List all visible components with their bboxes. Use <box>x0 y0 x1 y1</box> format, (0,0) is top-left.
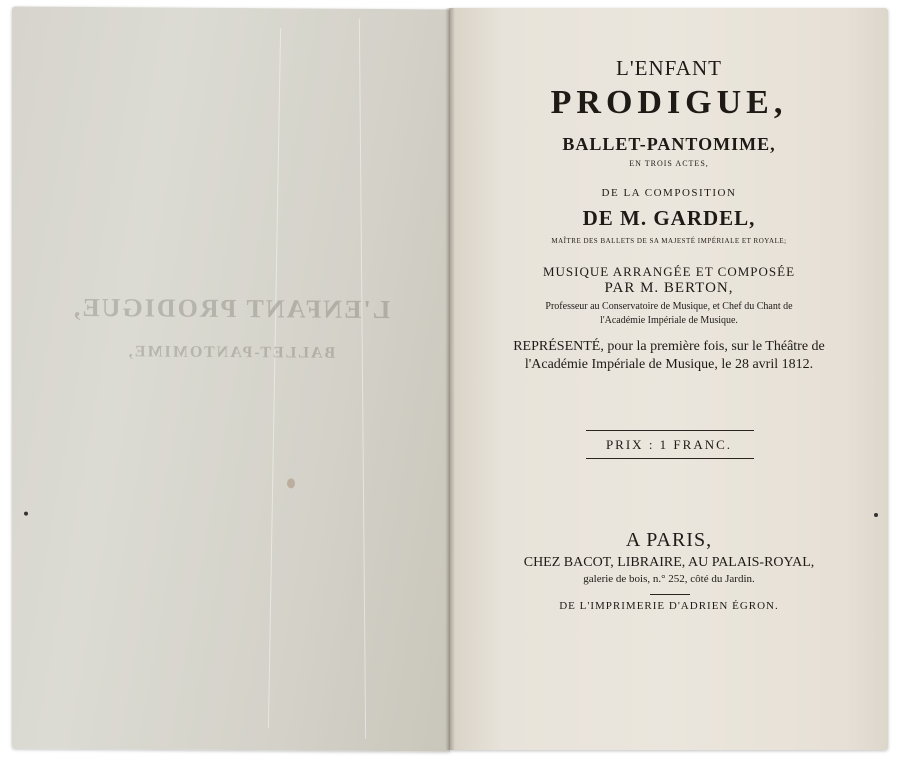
title-line-1: L'ENFANT <box>616 56 722 80</box>
price-rule-top <box>586 430 754 431</box>
price-line: PRIX : 1 FRANC. <box>605 437 733 452</box>
music-line: MUSIQUE ARRANGÉE ET COMPOSÉE <box>542 264 796 279</box>
title-page <box>450 8 888 750</box>
composer-title-line-1: Professeur au Conservatoire de Musique, et Chef du Chant de <box>545 301 793 312</box>
city-line: A PARIS, <box>625 529 713 551</box>
performance-line-2: l'Académie Impériale de Musique, le 28 avril 1812. <box>524 357 814 372</box>
page-crease <box>359 19 366 739</box>
binding-hole <box>874 513 878 517</box>
title-line-2: PRODIGUE, <box>550 84 788 121</box>
acts-line: EN TROIS ACTES, <box>629 159 709 168</box>
author-line: DE M. GARDEL, <box>582 206 756 230</box>
page-crease <box>268 28 281 728</box>
left-page <box>12 6 450 751</box>
performance-line-1: REPRÉSENTÉ, pour la première fois, sur le Théâtre de <box>513 339 825 354</box>
stain-mark <box>287 478 295 488</box>
address-line: galerie de bois, n.° 252, côté du Jardin. <box>583 573 755 585</box>
printer-rule <box>650 594 690 595</box>
genre-line: BALLET-PANTOMIME, <box>562 134 776 154</box>
book-spine <box>445 8 455 750</box>
bleed-through-subtitle: BALLET-PANTOMIME, <box>126 343 336 362</box>
author-title-line: MAÎTRE DES BALLETS DE SA MAJESTÉ IMPÉRIALE ET ROYALE; <box>551 237 787 245</box>
bleed-through-title: L'ENFANT PRODIGUE, <box>71 292 391 325</box>
composer-title-line-2: l'Académie Impériale de Musique. <box>600 315 738 326</box>
publisher-line: CHEZ BACOT, LIBRAIRE, AU PALAIS-ROYAL, <box>523 555 815 570</box>
composition-line: DE LA COMPOSITION <box>601 187 737 199</box>
open-book <box>12 8 888 750</box>
composer-line: PAR M. BERTON, <box>604 280 734 296</box>
binding-hole <box>24 512 28 516</box>
printer-line: DE L'IMPRIMERIE D'ADRIEN ÉGRON. <box>559 600 779 612</box>
price-rule-bottom <box>586 458 754 459</box>
